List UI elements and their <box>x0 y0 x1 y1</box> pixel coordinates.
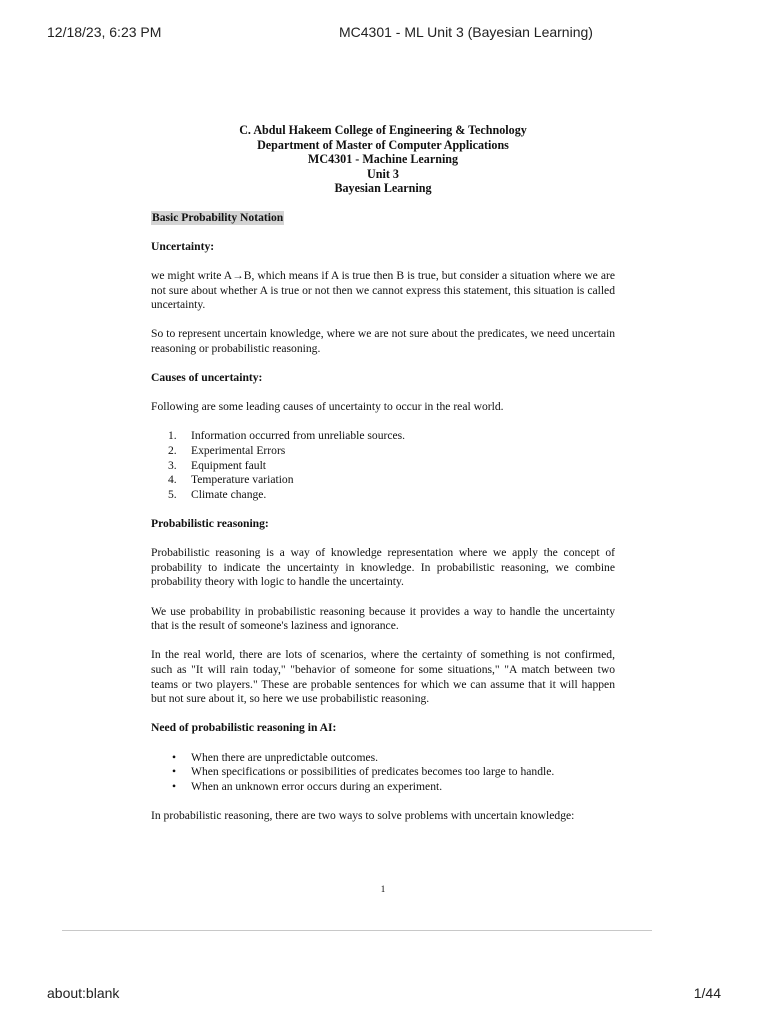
topic-name: Bayesian Learning <box>334 181 432 196</box>
causes-list <box>151 429 615 502</box>
list-item: • When an unknown error occurs during an experiment. <box>172 779 443 793</box>
print-page-counter: 1/44 <box>693 985 721 1001</box>
page-divider <box>62 930 652 931</box>
heading-uncertainty: Uncertainty: <box>151 239 215 253</box>
bullet-icon: • <box>172 750 177 764</box>
department-name: Department of Master of Computer Applications <box>257 137 509 152</box>
list-item: 3. Equipment fault <box>168 458 267 472</box>
heading-probabilistic-reasoning: Probabilistic reasoning: <box>151 517 269 531</box>
heading-causes: Causes of uncertainty: <box>151 371 263 385</box>
list-item: 1. Information occurred from unreliable sources. <box>168 429 406 443</box>
paragraph-prob-3: In the real world, there are lots of scenarios, where the certainty of something is not confirmed, such as "It will rain today," "behavior of someone for some situations," "A match between two teams or two players." These are probable sentences for which we can assume that it will happen but not sure about it, so here we use probabilistic reasoning. <box>151 648 615 706</box>
document-title-block <box>151 123 615 196</box>
paragraph-causes-intro: Following are some leading causes of uncertainty to occur in the real world. <box>151 400 504 414</box>
list-item: 4. Temperature variation <box>168 473 294 487</box>
college-name: C. Abdul Hakeem College of Engineering & Technology <box>239 123 527 137</box>
document-page <box>151 123 615 824</box>
list-item: 2. Experimental Errors <box>168 444 286 458</box>
paragraph-final: In probabilistic reasoning, there are two ways to solve problems with uncertain knowledge: <box>151 808 575 822</box>
paragraph-uncertainty-1: we might write A→B, which means if A is true then B is true, but consider a situation where we are not sure about whether A is true or not then we cannot express this statement, this situation is called uncertainty. <box>151 268 615 312</box>
unit-name: Unit 3 <box>367 166 399 181</box>
list-item: 5. Climate change. <box>168 487 267 501</box>
paragraph-prob-1: Probabilistic reasoning is a way of knowledge representation where we apply the concept of probability to indicate the uncertainty in knowledge. In probabilistic reasoning, we combine probability theory with logic to handle the uncertainty. <box>151 546 615 589</box>
print-header <box>0 24 768 44</box>
bullet-icon: • <box>172 765 177 779</box>
bullet-icon: • <box>172 779 177 793</box>
page-number: 1 <box>380 884 386 894</box>
need-list <box>151 751 615 795</box>
heading-need: Need of probabilistic reasoning in AI: <box>151 721 337 735</box>
print-url: about:blank <box>47 985 120 1001</box>
section-label-basic-notation: Basic Probability Notation <box>152 210 284 224</box>
list-item: • When there are unpredictable outcomes. <box>172 750 379 764</box>
print-footer <box>0 985 768 1005</box>
print-datetime: 12/18/23, 6:23 PM <box>47 24 162 40</box>
paragraph-uncertainty-2: So to represent uncertain knowledge, where we are not sure about the predicates, we need uncertain reasoning or probabilistic reasoning. <box>151 327 615 355</box>
list-item: • When specifications or possibilities of predicates becomes too large to handle. <box>172 765 555 779</box>
print-doc-title: MC4301 - ML Unit 3 (Bayesian Learning) <box>339 24 593 40</box>
course-name: MC4301 - Machine Learning <box>307 152 459 167</box>
paragraph-prob-2: We use probability in probabilistic reasoning because it provides a way to handle the uncertainty that is the result of someone's laziness and ignorance. <box>151 604 615 633</box>
